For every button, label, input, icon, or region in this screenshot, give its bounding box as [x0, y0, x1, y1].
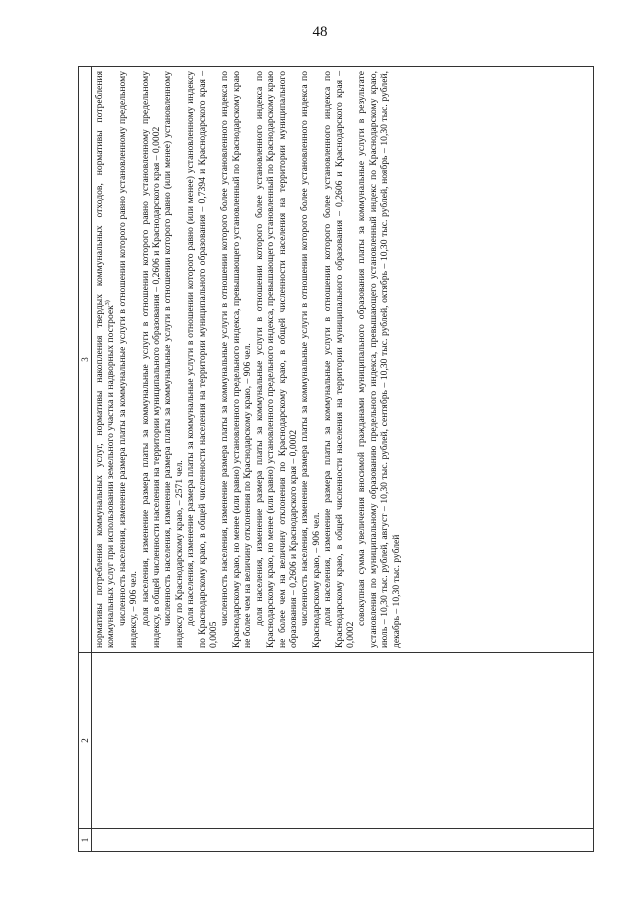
cell-content: [92, 67, 402, 652]
paragraph-5: доля населения, изменение размера платы за коммунальные услуги в отношении которого равно (или менее) установленному индексу по Краснодарскому краю, в общей численности населения на территории муниципального образования – 0,7394 и Краснодарского края – 0,0005: [185, 71, 220, 648]
paragraph-6: численность населения, изменение размера платы за коммунальные услуги в отношении которого более установленного индекса по Краснодарскому краю, но менее (или равно) установленного предельного индекса, превышающего установленный по Краснодарскому краю не более чем на величину отклонения по Краснодарскому краю, – 906 чел.: [219, 71, 254, 648]
page-number: 48: [312, 24, 328, 40]
paragraph-4: численность населения, изменение размера платы за коммунальные услуги в отношении которого равно (или менее) установленному индексу по Краснодарскому краю, – 2571 чел.: [162, 71, 185, 648]
paragraph-8: численность населения, изменение размера платы за коммунальные услуги в отношении которого более установленного индекса по Краснодарскому краю, – 906 чел.: [299, 71, 322, 648]
header-col-3: 3: [79, 67, 92, 653]
cell-col-1: [92, 829, 594, 852]
data-table: [78, 66, 594, 852]
cell-col-3: [92, 67, 594, 653]
footnote-mark: 3): [105, 300, 112, 306]
paragraph-9: доля населения, изменение размера платы за коммунальные услуги в отношении которого более установленного индекса по Краснодарскому краю, в общей численности населения на территории муниципального образования – 0,2606 и Краснодарского края – 0,0002: [322, 71, 356, 648]
paragraph-1-text: нормативы потребления коммунальных услуг, нормативы накопления твердых коммунальных отходов, нормативы потребления коммунальных услуг при использовании земельного участка и надворных построек: [94, 71, 117, 648]
paragraph-3: доля населения, изменение размера платы за коммунальные услуги в отношении которого равно установленному предельному индексу, в общей численности населения на территории муниципального образования – 0,2606 и Краснодарского края – 0,0002: [139, 71, 163, 648]
header-col-2: 2: [79, 653, 92, 829]
header-col-1: 1: [79, 829, 92, 852]
paragraph-7: доля населения, изменение размера платы за коммунальные услуги в отношении которого более установленного индекса по Краснодарскому краю, но менее (или равно) установленного предельного индекса, превышающего установленный по Краснодарскому краю не более чем на величину отклонения по Краснодарскому краю, в общей численности населения на территории муниципального образования – 0,2606 и Краснодарского края – 0,0002: [253, 71, 299, 648]
table-row: [92, 67, 594, 852]
paragraph-2: численность населения, изменение размера платы за коммунальные услуги в отношении которого равно установленному предельному индексу, – 906 чел.: [116, 71, 140, 648]
rotated-table-container: [78, 66, 594, 852]
table-header-row: [79, 67, 92, 852]
paragraph-1: [94, 71, 117, 648]
paragraph-10: совокупная сумма увеличения вносимой гражданами муниципального образования платы за коммунальные услуги в результате установления по муниципальному образованию предельного индекса, превышающего установленный индекс по Краснодарскому краю, июль – 10,30 тыс. рублей, август – 10,30 тыс. рублей, сентябрь – 10,30 тыс. рублей, октябрь – 10,30 тыс. рублей, ноябрь – 10,30 тыс. рублей, декабрь – 10,30 тыс. рублей: [356, 71, 402, 648]
cell-col-2: [92, 653, 594, 829]
